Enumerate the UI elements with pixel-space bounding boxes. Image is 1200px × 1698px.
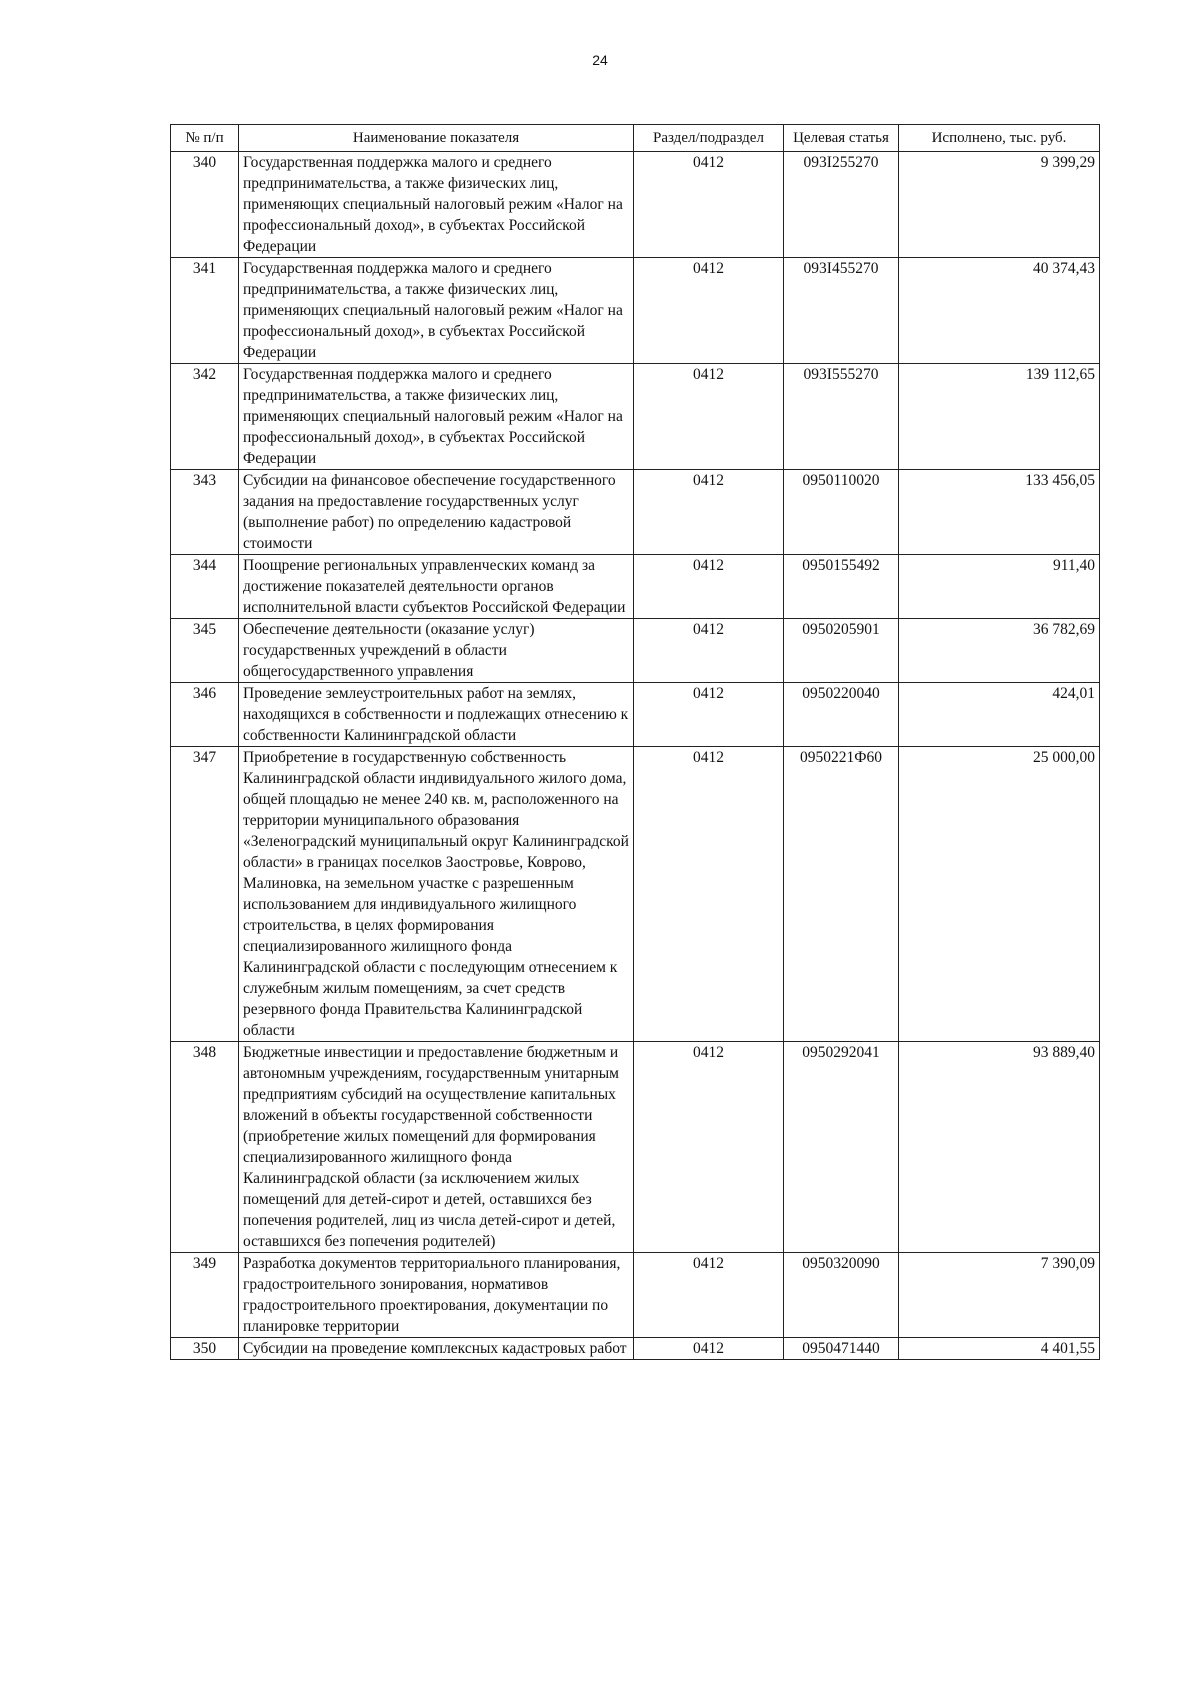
table-row <box>171 619 1100 683</box>
table-row <box>171 1042 1100 1253</box>
header-target: Целевая статья <box>784 125 899 152</box>
table-row <box>171 1338 1100 1360</box>
row-target: 0950220040 <box>784 683 899 747</box>
row-number: 349 <box>171 1253 239 1338</box>
row-target: 0950205901 <box>784 619 899 683</box>
table-row <box>171 1253 1100 1338</box>
row-section: 0412 <box>634 619 784 683</box>
row-name: Проведение землеустроительных работ на землях, находящихся в собственности и подлежащих отнесению к собственности Калининградской области <box>239 683 634 747</box>
row-section: 0412 <box>634 364 784 470</box>
row-section: 0412 <box>634 258 784 364</box>
row-name: Государственная поддержка малого и среднего предпринимательства, а также физических лиц, применяющих специальный налоговый режим «Налог на профессиональный доход», в субъектах Российской Федерации <box>239 364 634 470</box>
budget-execution-table <box>170 124 1100 1360</box>
row-target: 0950320090 <box>784 1253 899 1338</box>
row-target: 093I455270 <box>784 258 899 364</box>
row-target: 0950155492 <box>784 555 899 619</box>
header-num: № п/п <box>171 125 239 152</box>
row-amount: 36 782,69 <box>899 619 1100 683</box>
row-number: 341 <box>171 258 239 364</box>
row-name: Государственная поддержка малого и среднего предпринимательства, а также физических лиц, применяющих специальный налоговый режим «Налог на профессиональный доход», в субъектах Российской Федерации <box>239 152 634 258</box>
row-name: Субсидии на финансовое обеспечение государственного задания на предоставление государственных услуг (выполнение работ) по определению кадастровой стоимости <box>239 470 634 555</box>
row-section: 0412 <box>634 1042 784 1253</box>
row-amount: 911,40 <box>899 555 1100 619</box>
row-number: 348 <box>171 1042 239 1253</box>
row-amount: 40 374,43 <box>899 258 1100 364</box>
table-row <box>171 364 1100 470</box>
row-section: 0412 <box>634 555 784 619</box>
table-row <box>171 258 1100 364</box>
table-row <box>171 555 1100 619</box>
row-amount: 25 000,00 <box>899 747 1100 1042</box>
table-row <box>171 470 1100 555</box>
row-section: 0412 <box>634 152 784 258</box>
row-number: 342 <box>171 364 239 470</box>
row-number: 350 <box>171 1338 239 1360</box>
row-amount: 133 456,05 <box>899 470 1100 555</box>
row-section: 0412 <box>634 470 784 555</box>
row-name: Приобретение в государственную собственность Калининградской области индивидуального жилого дома, общей площадью не менее 240 кв. м, расположенного на территории муниципального образования «Зеленоградский муниципальный округ Калининградской области» в границах поселков Заостровье, Коврово, Малиновка, на земельном участке с разрешенным использованием для индивидуального жилищного строительства, в целях формирования специализированного жилищного фонда Калининградской области с последующим отнесением к служебным жилым помещениям, за счет средств резервного фонда Правительства Калининградской области <box>239 747 634 1042</box>
row-section: 0412 <box>634 747 784 1042</box>
row-name: Разработка документов территориального планирования, градостроительного зонирования, нормативов градостроительного проектирования, документации по планировке территории <box>239 1253 634 1338</box>
table-row <box>171 683 1100 747</box>
row-name: Обеспечение деятельности (оказание услуг) государственных учреждений в области общегосударственного управления <box>239 619 634 683</box>
row-section: 0412 <box>634 1253 784 1338</box>
row-target: 093I255270 <box>784 152 899 258</box>
row-number: 346 <box>171 683 239 747</box>
row-number: 347 <box>171 747 239 1042</box>
row-target: 0950221Ф60 <box>784 747 899 1042</box>
table-row <box>171 152 1100 258</box>
header-amount: Исполнено, тыс. руб. <box>899 125 1100 152</box>
row-name: Субсидии на проведение комплексных кадастровых работ <box>239 1338 634 1360</box>
row-number: 343 <box>171 470 239 555</box>
row-target: 0950471440 <box>784 1338 899 1360</box>
header-section: Раздел/подраздел <box>634 125 784 152</box>
row-name: Поощрение региональных управленческих команд за достижение показателей деятельности органов исполнительной власти субъектов Российской Федерации <box>239 555 634 619</box>
row-target: 0950292041 <box>784 1042 899 1253</box>
row-name: Государственная поддержка малого и среднего предпринимательства, а также физических лиц, применяющих специальный налоговый режим «Налог на профессиональный доход», в субъектах Российской Федерации <box>239 258 634 364</box>
row-amount: 9 399,29 <box>899 152 1100 258</box>
row-target: 0950110020 <box>784 470 899 555</box>
row-section: 0412 <box>634 683 784 747</box>
row-number: 340 <box>171 152 239 258</box>
row-amount: 424,01 <box>899 683 1100 747</box>
row-amount: 139 112,65 <box>899 364 1100 470</box>
row-amount: 4 401,55 <box>899 1338 1100 1360</box>
table-header-row <box>171 125 1100 152</box>
row-amount: 93 889,40 <box>899 1042 1100 1253</box>
page-number: 24 <box>592 52 608 68</box>
row-number: 345 <box>171 619 239 683</box>
row-amount: 7 390,09 <box>899 1253 1100 1338</box>
header-name: Наименование показателя <box>239 125 634 152</box>
row-number: 344 <box>171 555 239 619</box>
row-name: Бюджетные инвестиции и предоставление бюджетным и автономным учреждениям, государственным унитарным предприятиям субсидий на осуществление капитальных вложений в объекты государственной собственности (приобретение жилых помещений для формирования специализированного жилищного фонда Калининградской области (за исключением жилых помещений для детей-сирот и детей, оставшихся без попечения родителей, лиц из числа детей-сирот и детей, оставшихся без попечения родителей) <box>239 1042 634 1253</box>
table-row <box>171 747 1100 1042</box>
row-target: 093I555270 <box>784 364 899 470</box>
row-section: 0412 <box>634 1338 784 1360</box>
